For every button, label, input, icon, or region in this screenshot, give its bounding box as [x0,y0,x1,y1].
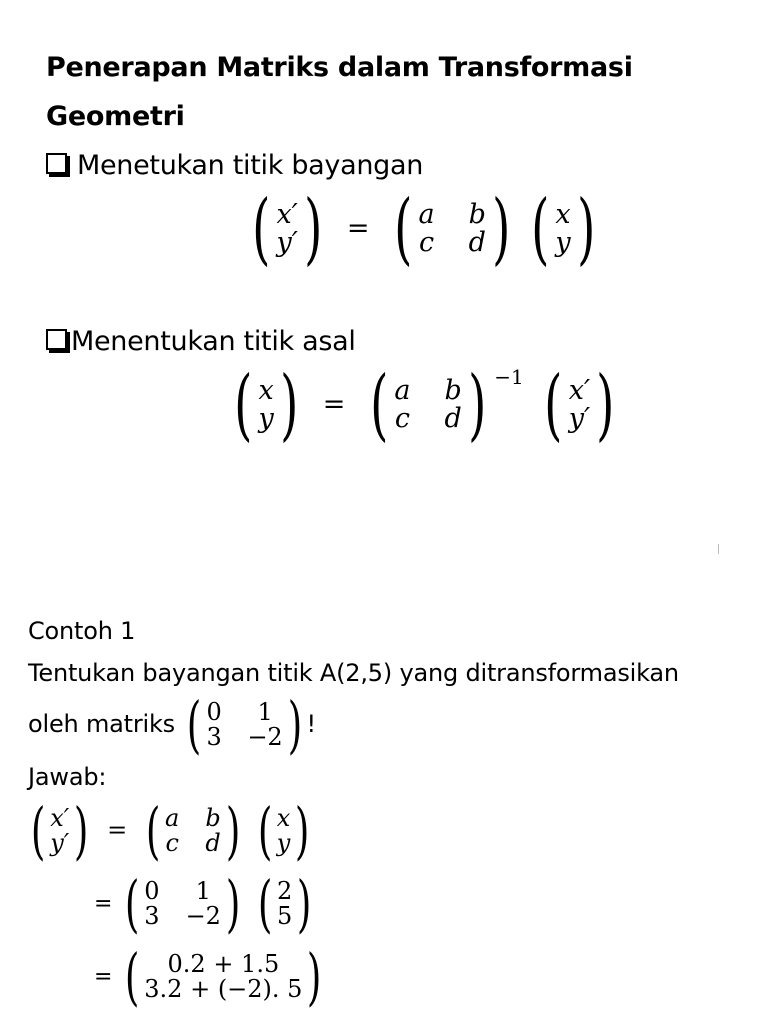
lhs-y: y [258,403,274,434]
lhs-x: x [258,374,274,406]
page-divider-mark [718,544,719,554]
rhs-y: y [276,829,291,857]
vector-1: 5 [277,902,293,930]
matrix-c: c [165,829,179,857]
example-question-line1: Tentukan bayangan titik A(2,5) yang ditransformasikan [28,659,679,687]
rhs-x: x [555,198,571,230]
equals-sign: = [94,964,113,990]
rhs-y: y′ [568,403,591,434]
q-matrix-1: 1 [257,697,273,726]
matrix-c: c [419,227,435,258]
q-matrix-0: 0 [206,697,222,726]
example-question-line2: oleh matriks ( 0 1 3 −2 ) ! [28,688,316,761]
matrix-d: d [468,227,486,258]
equals-sign: = [346,212,370,244]
lhs-y: y′ [50,829,70,857]
equals-sign: = [322,388,346,420]
bullet-item-1 [46,150,423,181]
question-suffix: ! [306,710,316,738]
lhs-x: x′ [276,198,298,230]
matrix-a: a [418,198,435,230]
checkbox-bullet-icon [46,153,67,174]
answer-step2: = ( 0 1 3 −2 ) ( 2 5 ) [94,867,312,940]
matrix-c: c [394,403,410,434]
vector-row-0: 0.2 + 1.5 [167,949,280,978]
formula-image-point: ( x′ y′ ) = ( a b c d ) ( x y ) [252,184,596,274]
lhs-x: x′ [50,803,70,832]
matrix-d: d [205,829,221,857]
page-title-line2: Geometri [46,101,185,132]
question-prefix: oleh matriks [28,710,175,738]
matrix-3: −2 [185,902,221,930]
checkbox-bullet-icon [46,329,67,350]
matrix-a: a [394,374,411,406]
matrix-1: 1 [195,876,211,905]
page-title-line1: Penerapan Matriks dalam Transformasi [46,52,633,83]
bullet-label: Menetukan titik bayangan [77,150,424,181]
answer-step3: = ( 0.2 + 1.5 3.2 + (−2). 5 ) [94,940,322,1013]
vector-0: 2 [277,876,293,905]
matrix-2: 3 [144,902,160,930]
lhs-y: y′ [276,227,298,258]
example-title: Contoh 1 [28,617,136,645]
bullet-item-2 [46,326,356,357]
rhs-y: y [555,227,571,258]
matrix-0: 0 [144,876,160,905]
equals-sign: = [94,891,113,917]
inverse-exponent: −1 [494,365,524,389]
matrix-d: d [444,403,462,434]
q-matrix-2: 3 [206,723,222,751]
vector-row-1: 3.2 + (−2). 5 [144,975,303,1003]
matrix-a: a [165,803,180,832]
answer-label: Jawab: [28,763,107,791]
equals-sign: = [107,815,128,844]
matrix-b: b [444,374,462,406]
answer-step1: ( x′ y′ ) = ( a b c d ) ( x y ) [30,794,310,867]
rhs-x: x [276,803,291,832]
rhs-x: x′ [568,374,591,406]
q-matrix-3: −2 [247,723,283,751]
bullet-label: Menentukan titik asal [71,326,356,357]
matrix-b: b [468,198,486,230]
matrix-b: b [205,803,221,832]
formula-original-point: ( x y ) = ( a b c d ) −1 ( x′ y′ ) [234,360,615,450]
